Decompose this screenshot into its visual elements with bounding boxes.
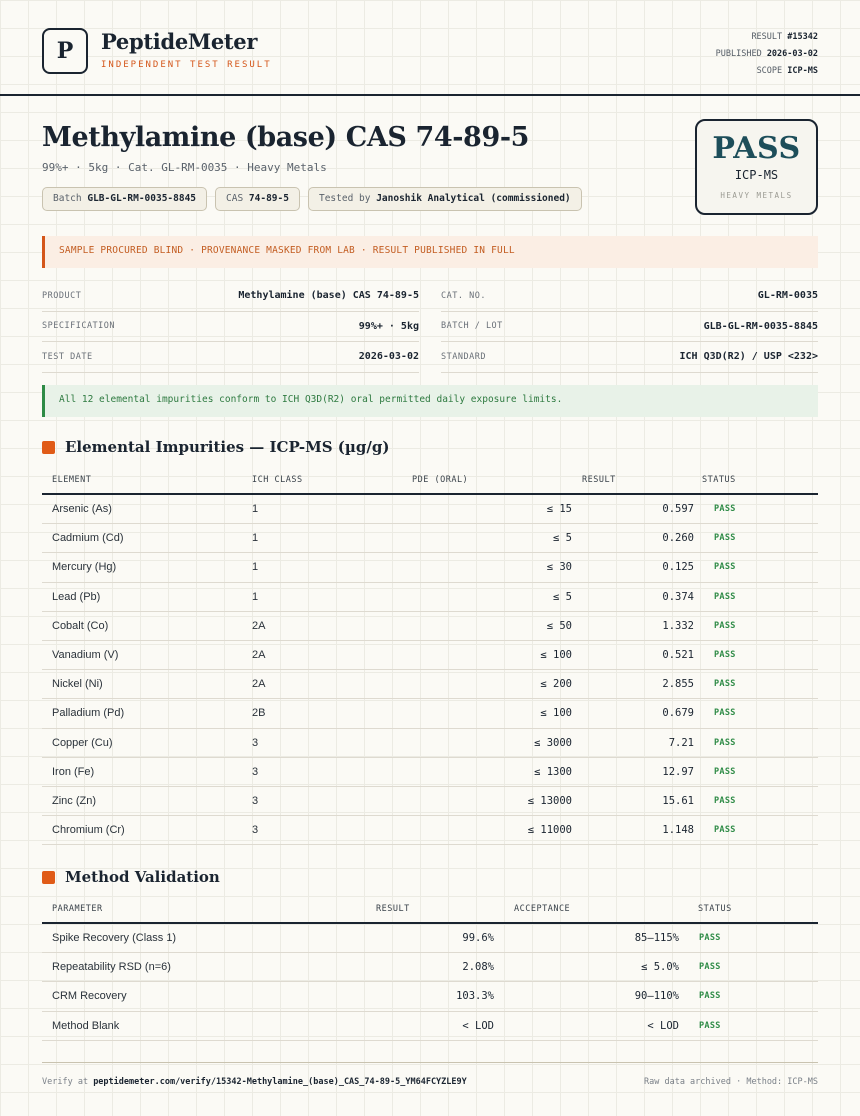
logo-icon: P: [42, 28, 88, 74]
ich-class: 1: [252, 590, 259, 603]
result-id: RESULT #15342: [751, 32, 818, 42]
impurity-row: [42, 787, 818, 816]
impurity-row: [42, 670, 818, 699]
result-value: 0.597: [662, 503, 694, 516]
status-badge: PASS: [714, 737, 736, 748]
result-value: 2.855: [662, 678, 694, 691]
status-badge: PASS: [714, 679, 736, 690]
ich-class: 3: [252, 765, 259, 778]
result-value: 12.97: [662, 765, 694, 778]
impurity-row: [42, 612, 818, 641]
parameter-name: Repeatability RSD (n=6): [52, 961, 171, 974]
pde-limit: ≤ 13000: [527, 794, 572, 807]
product-field: PRODUCT Methylamine (base) CAS 74-89-5: [42, 281, 419, 312]
ich-class: 2A: [252, 649, 266, 662]
validation-row: [42, 924, 818, 953]
element-name: Nickel (Ni): [52, 678, 103, 691]
element-name: Cadmium (Cd): [52, 532, 124, 545]
pde-limit: ≤ 5: [553, 532, 572, 545]
validation-heading: Method Validation: [42, 868, 220, 886]
impurity-row: [42, 758, 818, 787]
status-badge: PASS: [699, 933, 721, 944]
ich-class: 3: [252, 736, 259, 749]
status-badge: PASS: [699, 962, 721, 973]
status-badge: PASS: [714, 708, 736, 719]
ich-class: 1: [252, 503, 259, 516]
parameter-result: 2.08%: [462, 961, 494, 974]
element-name: Copper (Cu): [52, 736, 113, 749]
pde-limit: ≤ 3000: [534, 736, 572, 749]
cat-no-field: CAT. NO. GL-RM-0035: [441, 281, 818, 312]
ich-class: 2B: [252, 707, 266, 720]
pde-limit: ≤ 200: [540, 678, 572, 691]
result-value: 0.679: [662, 707, 694, 720]
status-badge: PASS: [714, 562, 736, 573]
verify-link[interactable]: peptidemeter.com/verify/15342-Methylamine_(base)_CAS_74-89-5_YM64FCYZLE9Y: [93, 1077, 467, 1087]
page-subtitle: 99%+ · 5kg · Cat. GL-RM-0035 · Heavy Metals: [42, 161, 327, 174]
report-meta: [716, 29, 818, 80]
validation-table: [42, 896, 818, 1041]
parameter-result: 99.6%: [462, 932, 494, 945]
status-badge: PASS: [699, 991, 721, 1002]
impurity-row: [42, 553, 818, 582]
parameter-name: Spike Recovery (Class 1): [52, 932, 177, 945]
parameter-name: CRM Recovery: [52, 990, 127, 1003]
test-date-field: TEST DATE 2026-03-02: [42, 342, 419, 373]
ich-class: 3: [252, 794, 259, 807]
status-badge: PASS: [714, 591, 736, 602]
status-badge: PASS: [714, 766, 736, 777]
impurities-table: [42, 467, 818, 845]
impurity-row: [42, 641, 818, 670]
page-title: Methylamine (base) CAS 74-89-5: [42, 122, 530, 153]
acceptance-range: 90–110%: [634, 990, 679, 1003]
ich-class: 1: [252, 561, 259, 574]
acceptance-range: ≤ 5.0%: [641, 961, 679, 974]
element-name: Cobalt (Co): [52, 619, 109, 632]
element-name: Mercury (Hg): [52, 561, 117, 574]
element-name: Chromium (Cr): [52, 824, 125, 837]
verify-line: Verify at peptidemeter.com/verify/15342-Methylamine_(base)_CAS_74-89-5_YM64FCYZLE9Y: [42, 1077, 467, 1087]
impurity-row: [42, 524, 818, 553]
specification-field: SPECIFICATION 99%+ · 5kg: [42, 312, 419, 343]
element-name: Lead (Pb): [52, 590, 101, 603]
impurity-row: [42, 495, 818, 524]
brand-name: PeptideMeter: [101, 29, 258, 54]
result-value: 0.374: [662, 590, 694, 603]
report-header: [0, 0, 860, 96]
verdict-scope: HEAVY METALS: [720, 191, 793, 200]
element-name: Iron (Fe): [52, 765, 95, 778]
pde-limit: ≤ 11000: [527, 824, 572, 837]
ich-class: 2A: [252, 619, 266, 632]
pde-limit: ≤ 50: [546, 619, 572, 632]
validation-table-header: PARAMETER RESULT ACCEPTANCE STATUS: [42, 896, 818, 924]
acceptance-range: 85–115%: [634, 932, 679, 945]
published-date: PUBLISHED 2026-03-02: [715, 49, 818, 59]
impurity-row: [42, 583, 818, 612]
standard-field: STANDARD ICH Q3D(R2) / USP <232>: [441, 342, 818, 373]
result-value: 0.521: [662, 649, 694, 662]
brand-subtitle: INDEPENDENT TEST RESULT: [101, 60, 272, 70]
status-badge: PASS: [714, 795, 736, 806]
result-value: 0.125: [662, 561, 694, 574]
archive-note: Raw data archived · Method: ICP-MS: [644, 1077, 818, 1087]
section-marker-icon: [42, 441, 55, 454]
result-value: 0.260: [662, 532, 694, 545]
pde-limit: ≤ 1300: [534, 765, 572, 778]
pde-limit: ≤ 30: [546, 561, 572, 574]
validation-row: [42, 1012, 818, 1041]
verdict-stamp: [695, 119, 818, 215]
procurement-notice: SAMPLE PROCURED BLIND · PROVENANCE MASKED FROM LAB · RESULT PUBLISHED IN FULL: [42, 236, 818, 268]
element-name: Palladium (Pd): [52, 707, 125, 720]
result-value: 15.61: [662, 794, 694, 807]
cas-chip: CAS 74-89-5: [215, 187, 300, 211]
result-value: 1.332: [662, 619, 694, 632]
pde-limit: ≤ 100: [540, 707, 572, 720]
batch-chip: Batch GLB-GL-RM-0035-8845: [42, 187, 207, 211]
ich-class: 1: [252, 532, 259, 545]
detail-chips: [42, 187, 582, 211]
status-badge: PASS: [714, 504, 736, 515]
batch-field: BATCH / LOT GLB-GL-RM-0035-8845: [441, 312, 818, 343]
pde-limit: ≤ 5: [553, 590, 572, 603]
report-footer: [42, 1062, 818, 1087]
element-name: Vanadium (V): [52, 649, 119, 662]
impurity-row: [42, 816, 818, 845]
conformance-notice: All 12 elemental impurities conform to ICH Q3D(R2) oral permitted daily exposure limits.: [42, 385, 818, 417]
parameter-name: Method Blank: [52, 1019, 120, 1032]
parameter-result: 103.3%: [456, 990, 494, 1003]
product-info-grid: [42, 281, 818, 373]
section-marker-icon: [42, 871, 55, 884]
scope: SCOPE ICP-MS: [756, 66, 818, 76]
verdict-word: PASS: [712, 131, 801, 166]
acceptance-range: < LOD: [647, 1019, 679, 1032]
impurity-row: [42, 729, 818, 758]
status-badge: PASS: [699, 1020, 721, 1031]
ich-class: 3: [252, 824, 259, 837]
impurities-heading: Elemental Impurities — ICP-MS (µg/g): [42, 438, 389, 456]
result-value: 1.148: [662, 824, 694, 837]
impurity-row: [42, 699, 818, 728]
pde-limit: ≤ 15: [546, 503, 572, 516]
status-badge: PASS: [714, 825, 736, 836]
tested-by-chip: Tested by Janoshik Analytical (commissioned): [308, 187, 582, 211]
status-badge: PASS: [714, 620, 736, 631]
parameter-result: < LOD: [462, 1019, 494, 1032]
verdict-method: ICP-MS: [734, 168, 779, 182]
element-name: Zinc (Zn): [52, 794, 96, 807]
ich-class: 2A: [252, 678, 266, 691]
impurities-table-header: ELEMENT ICH CLASS PDE (ORAL) RESULT STATUS: [42, 467, 818, 495]
result-value: 7.21: [668, 736, 694, 749]
pde-limit: ≤ 100: [540, 649, 572, 662]
element-name: Arsenic (As): [52, 503, 112, 516]
status-badge: PASS: [714, 650, 736, 661]
status-badge: PASS: [714, 533, 736, 544]
validation-row: [42, 953, 818, 982]
validation-row: [42, 982, 818, 1011]
